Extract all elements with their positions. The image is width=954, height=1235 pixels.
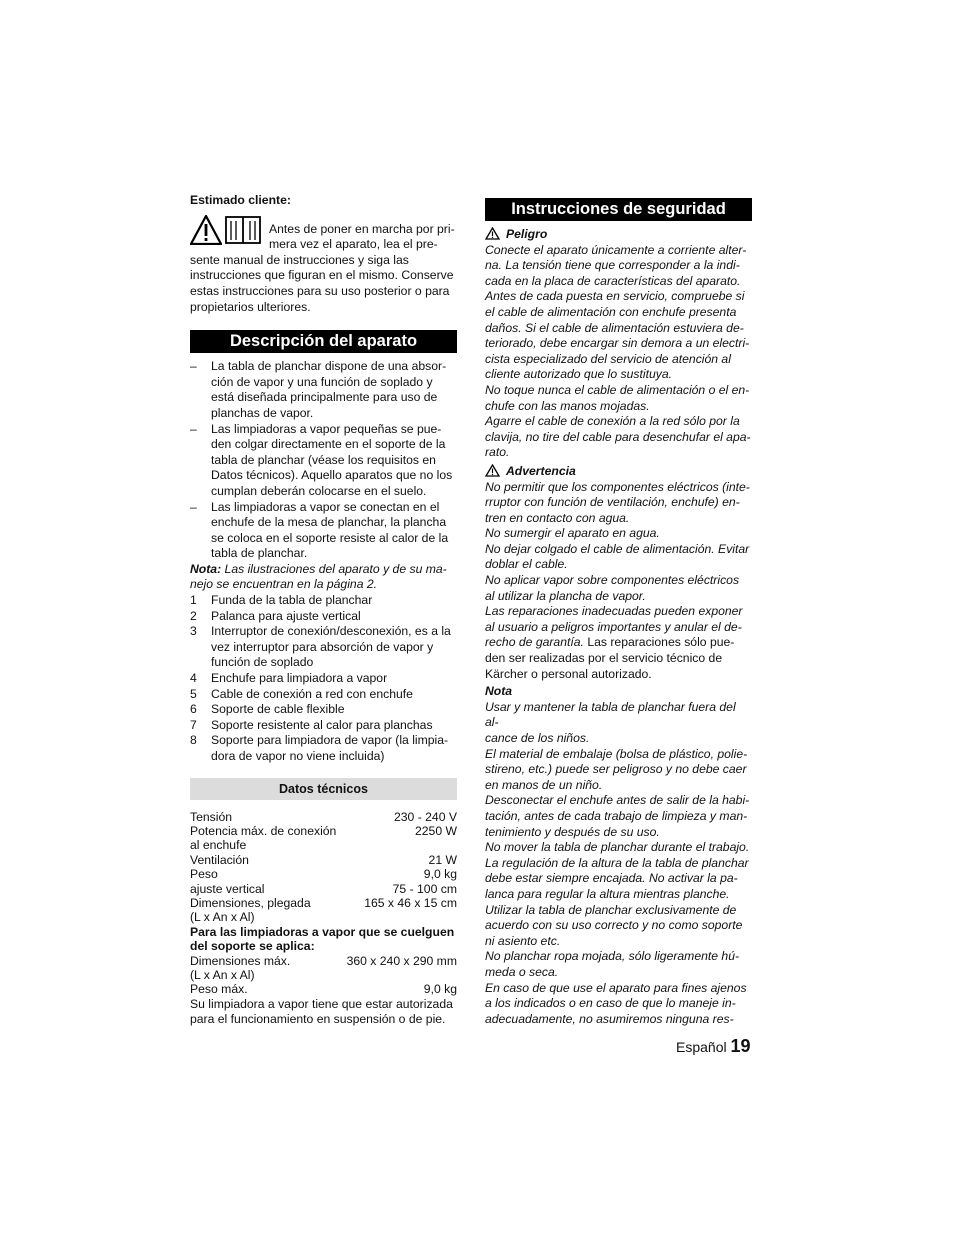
list-item-line: se coloca en el soporte resiste al calor de la	[211, 530, 449, 545]
part-number: 3	[190, 624, 197, 639]
spec-row	[190, 954, 457, 968]
list-item	[190, 609, 457, 625]
note-text: meda o seca.	[485, 964, 559, 979]
page-footer	[676, 1036, 751, 1056]
danger-text: rato.	[485, 445, 510, 460]
list-item-line: La tabla de planchar dispone de una absor-	[211, 359, 447, 374]
warning-text-italic: recho de garantía.	[485, 635, 584, 650]
warning-text-normal: Las reparaciones sólo pue-	[583, 635, 735, 650]
list-item	[190, 733, 457, 764]
intro-line: Antes de poner en marcha por pri-	[269, 221, 455, 236]
note-block	[190, 562, 457, 593]
spec-label: (L x An x Al)	[190, 968, 255, 983]
part-number: 4	[190, 671, 197, 686]
closing-text: Su limpiadora a vapor tiene que estar autorizada	[190, 996, 453, 1011]
warning-text: tren en contacto con agua.	[485, 510, 630, 525]
part-label: vez interruptor para absorción de vapor y	[211, 639, 434, 654]
list-item-line: cumplan deberán colocarse en el suelo.	[211, 483, 427, 498]
spec-row	[190, 910, 457, 924]
list-item	[190, 624, 457, 671]
note-text: debe estar siempre encajada. No activar la pa-	[485, 871, 738, 886]
part-label: dora de vapor no viene incluida)	[211, 749, 385, 763]
spec-row	[190, 853, 457, 867]
spec-label: Peso máx.	[190, 982, 248, 997]
manual-book-icon	[225, 216, 261, 245]
list-item	[190, 593, 457, 609]
part-label: Enchufe para limpiadora a vapor	[211, 671, 388, 686]
warning-text: al usuario a peligros importantes y anular el de-	[485, 619, 742, 634]
part-number: 7	[190, 717, 197, 732]
intro-icons	[190, 215, 262, 246]
intro-block	[190, 215, 457, 316]
part-number: 5	[190, 686, 197, 701]
danger-block	[485, 227, 752, 461]
danger-text: cista especializado del servicio de atención al	[485, 351, 731, 366]
spec-value: 230 - 240 V	[393, 809, 457, 824]
section-header-datos-tecnicos: Datos técnicos	[190, 778, 457, 800]
list-item	[190, 500, 457, 562]
list-item-line: Datos técnicos). Aquello aparatos que no los	[211, 468, 453, 483]
list-item-line: enchufe de la mesa de planchar, la plancha	[211, 515, 447, 530]
danger-text: chufe con las manos mojadas.	[485, 398, 650, 413]
spec-row	[190, 867, 457, 881]
warning-text: rruptor con función de ventilación, enchufe) en-	[485, 495, 740, 510]
list-item-line: ción de vapor y una función de soplado y	[211, 374, 433, 389]
danger-text: na. La tensión tiene que corresponder a la indi-	[485, 258, 740, 273]
warning-label: Advertencia	[506, 463, 576, 478]
note-text: No planchar ropa mojada, sólo ligeramente hú-	[485, 949, 740, 964]
danger-text: Antes de cada puesta en servicio, compruebe si	[485, 289, 745, 304]
part-label: Soporte resistente al calor para planchas	[211, 717, 433, 732]
bullet-dash: –	[190, 421, 197, 436]
note-text: ni asiento etc.	[485, 933, 561, 948]
part-label: Cable de conexión a red con enchufe	[211, 686, 413, 701]
spec-row	[190, 968, 457, 982]
list-item-line: está diseñada principalmente para uso de	[211, 390, 438, 405]
intro-line: propietarios ulteriores.	[190, 299, 311, 314]
intro-line: sente manual de instrucciones y siga las	[190, 252, 409, 267]
part-number: 2	[190, 608, 197, 623]
note-text: Usar y mantener la tabla de planchar fuera del al-	[485, 699, 736, 730]
note-text: tación, antes de cada trabajo de limpieza y man-	[485, 808, 748, 823]
list-item	[190, 671, 457, 687]
list-item-line: Las limpiadoras a vapor se conectan en el	[211, 499, 440, 514]
list-item	[190, 718, 457, 734]
part-label: función de soplado	[211, 655, 314, 670]
note-text: En caso de que use el aparato para fines ajenos	[485, 980, 747, 995]
spec-row	[190, 882, 457, 896]
note-text: acuerdo con su uso correcto y no como soporte	[485, 918, 743, 933]
spec-value: 9,0 kg	[423, 867, 457, 882]
note-text: La regulación de la altura de la tabla de planchar	[485, 855, 749, 870]
safety-note-block	[485, 684, 752, 1027]
spec-label: Potencia máx. de conexión	[190, 824, 337, 838]
page-number: 19	[730, 1036, 751, 1056]
warning-text: No aplicar vapor sobre componentes eléctricos	[485, 573, 740, 588]
bullet-dash: –	[190, 499, 197, 514]
left-column	[190, 193, 457, 1028]
danger-text: Conecte el aparato únicamente a corriente alter-	[485, 242, 747, 257]
greeting: Estimado cliente:	[190, 193, 291, 207]
spec-label: (L x An x Al)	[190, 910, 255, 925]
description-list	[190, 359, 457, 562]
intro-line: estas instrucciones para su uso posterior o para	[190, 283, 450, 298]
list-item-line: Las limpiadoras a vapor pequeñas se pue-	[211, 421, 442, 436]
danger-heading	[485, 227, 752, 243]
spec-value: 165 x 46 x 15 cm	[364, 896, 457, 911]
spec-row	[190, 810, 457, 824]
spec-label: Dimensiones, plegada	[190, 896, 311, 911]
danger-text: clavija, no tire del cable para desenchufar el apa-	[485, 429, 751, 444]
spec-row	[190, 824, 457, 838]
spec-value: 360 x 240 x 290 mm	[346, 953, 457, 968]
note-text: adecuadamente, no asumiremos ninguna res-	[485, 1011, 734, 1026]
footer-language: Español	[676, 1039, 727, 1055]
warning-text: Las reparaciones inadecuadas pueden exponer	[485, 604, 743, 619]
warning-text: No permitir que los componentes eléctricos (inte-	[485, 479, 750, 494]
note-text: Las ilustraciones del aparato y de su ma-	[221, 561, 447, 576]
note-label: Nota:	[190, 561, 222, 576]
right-column	[485, 198, 752, 1027]
part-label: Palanca para ajuste vertical	[211, 608, 361, 623]
section-header-seguridad: Instrucciones de seguridad	[485, 198, 752, 221]
spec-row	[190, 896, 457, 910]
warning-icon	[485, 464, 500, 477]
danger-text: cliente autorizado que lo sustituya.	[485, 367, 672, 382]
warning-icon	[485, 227, 500, 240]
warning-heading	[485, 464, 752, 480]
warning-text: den ser realizadas por el servicio técnico de	[485, 651, 723, 666]
intro-line: mera vez el aparato, lea el pre-	[269, 237, 438, 252]
list-item	[190, 359, 457, 421]
danger-text: teriorado, debe encargar sin demora a un electri-	[485, 336, 750, 351]
list-item-line: tabla de planchar.	[211, 546, 308, 561]
part-number: 1	[190, 593, 197, 608]
danger-label: Peligro	[506, 227, 548, 241]
intro-line: instrucciones que figuran en el mismo. Conserve	[190, 268, 454, 283]
spec-label: Tensión	[190, 809, 233, 824]
spec-label: Ventilación	[190, 852, 249, 867]
warning-block	[485, 464, 752, 682]
warning-text: al utilizar la plancha de vapor.	[485, 588, 646, 603]
hang-title: del soporte se aplica:	[190, 939, 315, 954]
closing-text: para el funcionamiento en suspensión o de pie.	[190, 1012, 446, 1027]
part-label: Soporte de cable flexible	[211, 702, 345, 717]
warning-text: Kärcher o personal autorizado.	[485, 666, 652, 681]
bullet-dash: –	[190, 359, 197, 374]
danger-text: cada en la placa de características del aparato.	[485, 273, 741, 288]
note-text: a los indicados o en caso de que lo maneje in-	[485, 996, 736, 1011]
note-text: No mover la tabla de planchar durante el trabajo.	[485, 840, 750, 855]
note-text: tenimiento y después de su uso.	[485, 824, 660, 839]
part-label: Interruptor de conexión/desconexión, es a la	[211, 624, 451, 639]
warning-text: doblar el cable.	[485, 557, 568, 572]
part-number: 8	[190, 733, 197, 748]
warning-icon	[190, 215, 222, 245]
note-text: El material de embalaje (bolsa de plástico, polie-	[485, 746, 748, 761]
note-text: Desconectar el enchufe antes de salir de la habi-	[485, 793, 750, 808]
list-item-line: planchas de vapor.	[211, 405, 314, 420]
note-text: cance de los niños.	[485, 731, 590, 745]
note-text: stireno, etc.) puede ser peligroso y no debe caer	[485, 762, 747, 777]
spec-label: al enchufe	[190, 838, 247, 853]
part-label: Soporte para limpiadora de vapor (la limpia-	[211, 733, 449, 748]
danger-text: daños. Si el cable de alimentación estuviera de-	[485, 320, 744, 335]
spec-row	[190, 838, 457, 852]
danger-text: No toque nunca el cable de alimentación o el en-	[485, 382, 750, 397]
tech-specs	[190, 810, 457, 1028]
spec-value: 21 W	[428, 852, 457, 867]
list-item-line: den colgar directamente en el soporte de la	[211, 437, 446, 452]
hang-title: Para las limpiadoras a vapor que se cuelguen	[190, 924, 455, 939]
spec-label: Dimensiones máx.	[190, 953, 291, 968]
part-number: 6	[190, 702, 197, 717]
note-text: nejo se encuentran en la página 2.	[190, 577, 378, 592]
spec-value: 75 - 100 cm	[392, 881, 457, 896]
spec-row	[190, 982, 457, 996]
list-item-line: tabla de planchar (véase los requisitos en	[211, 452, 436, 467]
spec-value: 2250 W	[414, 824, 457, 838]
note-text: en manos de un niño.	[485, 777, 603, 792]
spec-value: 9,0 kg	[423, 982, 457, 997]
list-item	[190, 702, 457, 718]
warning-text: No sumergir el aparato en agua.	[485, 526, 660, 541]
section-header-descripcion: Descripción del aparato	[190, 330, 457, 353]
warning-text	[485, 635, 752, 651]
part-label: Funda de la tabla de planchar	[211, 593, 373, 608]
parts-list	[190, 593, 457, 765]
note-label: Nota	[485, 684, 513, 699]
danger-text: Agarre el cable de conexión a la red sólo por la	[485, 414, 740, 429]
spec-label: ajuste vertical	[190, 881, 265, 896]
warning-text: No dejar colgado el cable de alimentación. Evitar	[485, 541, 750, 556]
danger-text: el cable de alimentación con enchufe presenta	[485, 304, 737, 319]
note-text: lanca para regular la altura mientras planche.	[485, 886, 730, 901]
list-item	[190, 422, 457, 500]
list-item	[190, 687, 457, 703]
note-text: Utilizar la tabla de planchar exclusivamente de	[485, 902, 737, 917]
spec-label: Peso	[190, 867, 218, 882]
